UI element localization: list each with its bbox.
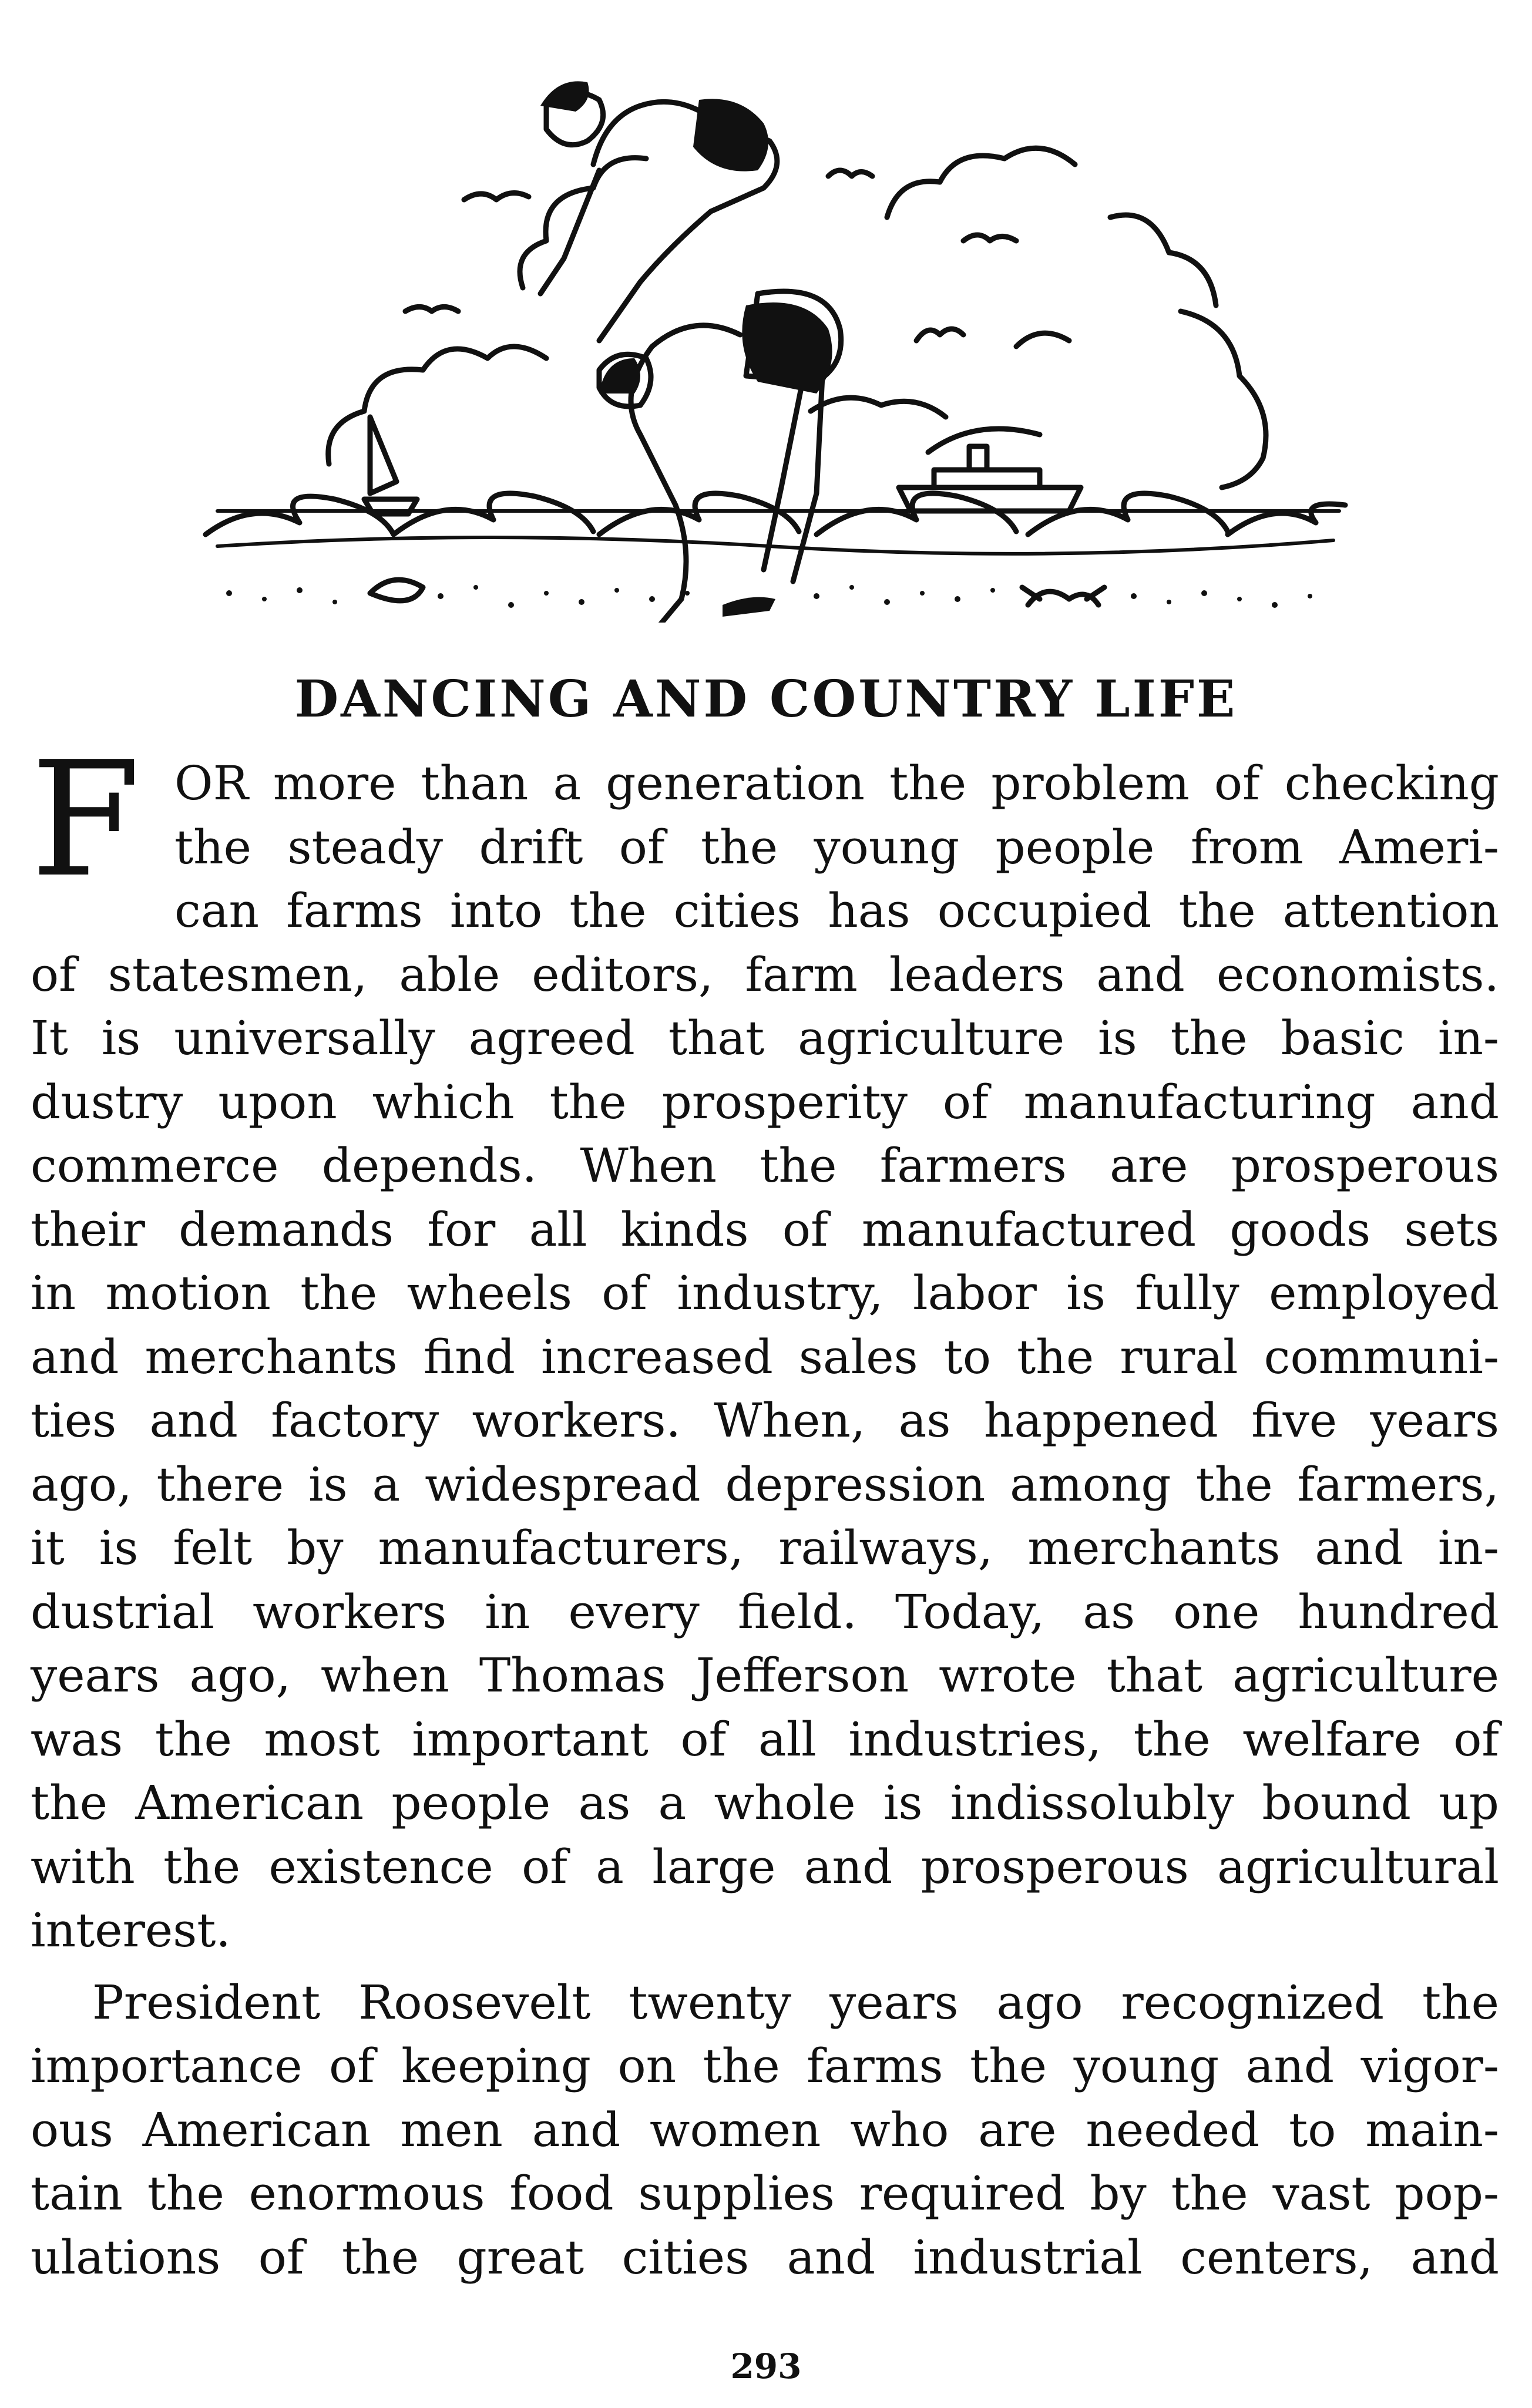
figure-top-arm	[540, 170, 599, 294]
text-line: tain the enormous food supplies required by the vast pop-	[31, 2166, 1499, 2221]
text-line: years ago, when Thomas Jefferson wrote that agriculture	[31, 1648, 1499, 1703]
swimsuit-bottom	[742, 302, 832, 394]
sand-dot	[990, 588, 995, 593]
text-line: OR more than a generation the problem of checking	[174, 756, 1499, 810]
text-line: President Roosevelt twenty years ago recognized the	[92, 1975, 1499, 2030]
text-line: the American people as a whole is indissolubly bound up	[31, 1775, 1499, 1830]
sand-dot	[1167, 600, 1171, 604]
crab	[1022, 587, 1104, 605]
header-illustration	[194, 41, 1363, 623]
text-line: dustry upon which the prosperity of manufacturing and	[31, 1074, 1499, 1129]
bird	[963, 235, 1016, 241]
shell	[370, 580, 423, 601]
foot-bottom	[723, 597, 775, 617]
paragraph-2	[31, 1971, 1499, 2290]
page-number: 293	[730, 2346, 802, 2386]
sand-dot	[884, 599, 890, 605]
sand-dot	[920, 591, 925, 596]
paragraph-1	[31, 727, 1499, 1963]
sand-dot	[508, 602, 514, 608]
page-title: DANCING AND COUNTRY LIFE	[294, 670, 1238, 729]
sand-dot	[473, 585, 478, 590]
sand-dot	[685, 591, 690, 596]
cloud-outline	[520, 158, 646, 288]
sand-dot	[814, 593, 819, 599]
cloud-outline	[1016, 333, 1069, 347]
text-line: commerce depends. When the farmers are prosperous	[31, 1138, 1499, 1193]
sand-dot	[955, 596, 960, 602]
figure-bottom-body	[631, 325, 740, 623]
cloud-outline	[811, 398, 946, 417]
swimsuit-top	[693, 99, 768, 171]
text-line: ulations of the great cities and industrial centers, and	[31, 2229, 1499, 2285]
bird	[464, 193, 529, 200]
sand-dot	[579, 599, 584, 605]
wave	[394, 493, 593, 534]
text-line: ous American men and women who are needed to main-	[31, 2102, 1499, 2157]
text-line: the steady drift of the young people from Ameri-	[174, 819, 1499, 875]
sand-dot	[544, 591, 549, 596]
bird	[828, 170, 872, 176]
text-line: their demands for all kinds of manufactured goods sets	[31, 1202, 1499, 1257]
body-text	[31, 727, 1499, 2289]
sand-dot	[332, 600, 337, 604]
sand-dot	[438, 593, 444, 599]
sand-dot	[1131, 593, 1137, 599]
wave	[817, 493, 1016, 534]
cloud-outline	[887, 148, 1075, 217]
drop-cap: F	[31, 727, 141, 912]
cloud-outline	[1110, 215, 1216, 305]
text-line: of statesmen, able editors, farm leaders and economists.	[31, 947, 1499, 1002]
sand-dot	[262, 597, 267, 601]
wave-foam	[217, 537, 1333, 554]
text-line: was the most important of all industries, the welfare of	[31, 1711, 1499, 1767]
sand-dot	[849, 585, 854, 590]
sand-dot	[614, 588, 619, 593]
cloud-outline	[1181, 311, 1266, 487]
text-line: importance of keeping on the farms the young and vigor-	[31, 2039, 1499, 2093]
wave	[1228, 504, 1345, 534]
text-line: It is universally agreed that agriculture is the basic in-	[31, 1011, 1499, 1065]
sand-dot	[297, 587, 303, 593]
bird	[916, 329, 963, 341]
sand-dot	[226, 590, 232, 596]
sailboat	[364, 417, 417, 514]
sand-dot	[1201, 590, 1207, 596]
text-line: ago, there is a widespread depression among the farmers,	[31, 1457, 1499, 1512]
cloud-outline	[328, 347, 546, 464]
text-line: ties and factory workers. When, as happened five years	[31, 1393, 1499, 1448]
wave	[599, 493, 799, 534]
text-line: dustrial workers in every field. Today, as one hundred	[31, 1584, 1499, 1639]
text-line: can farms into the cities has occupied the attention	[174, 883, 1499, 938]
sand-dot	[1272, 602, 1278, 608]
text-line: interest.	[31, 1903, 231, 1958]
text-line: with the existence of a large and prosperous agricultural	[31, 1839, 1499, 1894]
sand-dot	[649, 596, 655, 602]
text-line: it is felt by manufacturers, railways, merchants and in-	[31, 1521, 1499, 1575]
bird	[405, 307, 458, 312]
text-line: and merchants find increased sales to the rural communi-	[31, 1329, 1499, 1384]
text-line: in motion the wheels of industry, labor is fully employed	[31, 1266, 1499, 1320]
sand-dot	[1308, 594, 1312, 598]
sand-dot	[1237, 597, 1242, 601]
wave	[1028, 493, 1228, 534]
steamship	[899, 429, 1081, 511]
